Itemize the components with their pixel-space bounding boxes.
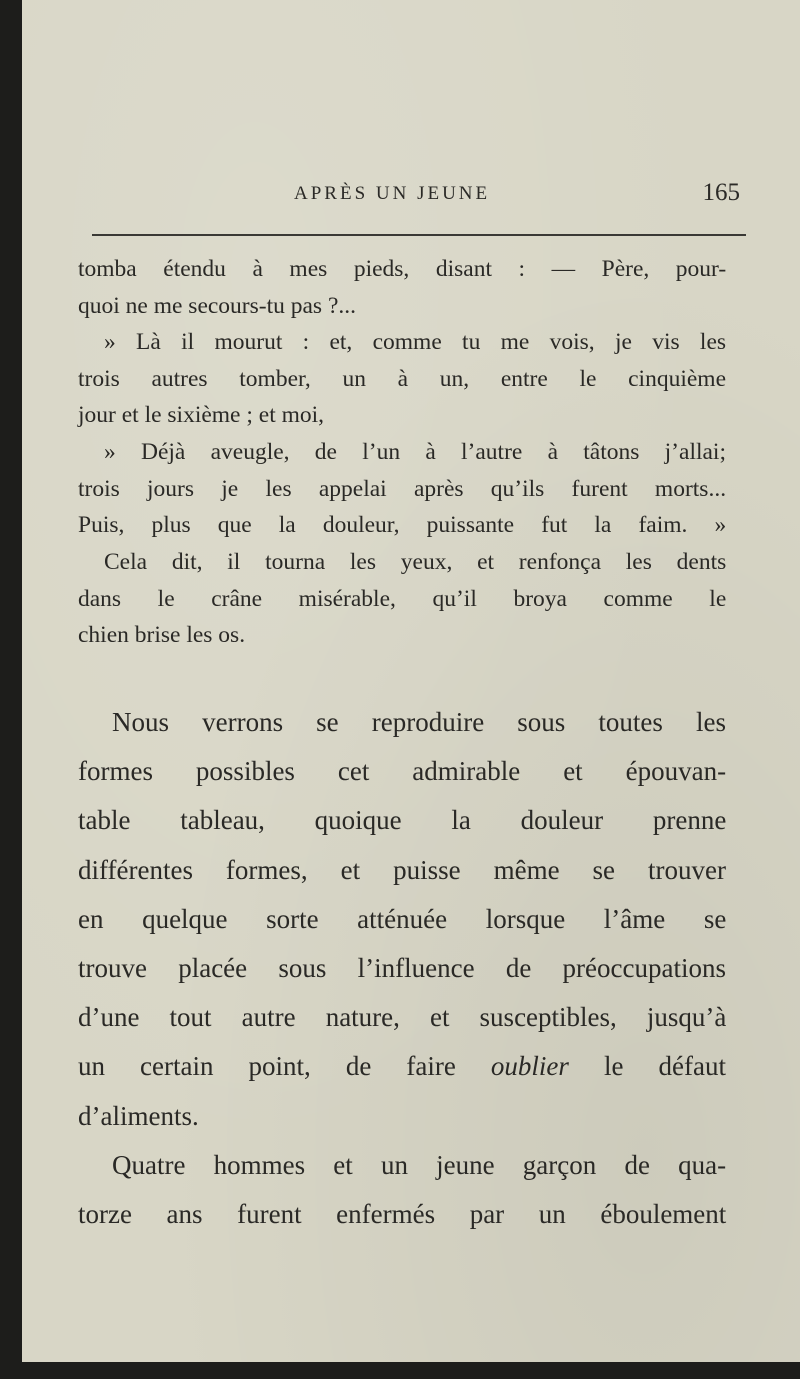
text-line: trouve placée sous l’influence de préoccupations	[78, 953, 726, 984]
quote-paragraph-1	[78, 251, 726, 324]
text-line: d’aliments.	[78, 1100, 199, 1131]
body-paragraph-1	[78, 698, 726, 1141]
text-line: Nous verrons se reproduire sous toutes les	[112, 707, 726, 737]
quote-paragraph-3	[78, 434, 726, 544]
italic-word: oublier	[490, 1051, 569, 1082]
page-header	[294, 179, 740, 213]
text-line: trois autres tomber, un à un, entre le cinquième	[78, 365, 726, 392]
text-line: » Là il mourut : et, comme tu me vois, je vis les	[104, 329, 727, 355]
text-line: formes possibles cet admirable et épouvan-	[78, 756, 727, 787]
text-line: en quelque sorte atténuée lorsque l’âme se	[78, 903, 727, 934]
text-line: différentes formes, et puisse même se trouver	[78, 854, 726, 885]
text-line: dans le crâne misérable, qu’il broya comme le	[78, 585, 727, 612]
text-line: table tableau, quoique la douleur prenne	[78, 805, 727, 836]
text-line: Puis, plus que la douleur, puissante fut la faim. »	[78, 512, 727, 539]
text-line: tomba étendu à mes pieds, disant : — Père, pour-	[78, 256, 727, 282]
header-rule	[92, 234, 746, 236]
page-number: 165	[702, 179, 740, 206]
text-line: Quatre hommes et un jeune garçon de qua-	[112, 1150, 727, 1180]
text-line: torze ans furent enfermés par un éboulement	[78, 1199, 727, 1230]
text-line	[78, 1042, 726, 1091]
text-line: trois jours je les appelai après qu’ils furent morts...	[78, 475, 727, 502]
text-line: » Déjà aveugle, de l’un à l’autre à tâtons j’allai;	[104, 439, 726, 465]
text-line: Cela dit, il tourna les yeux, et renfonça les dents	[104, 549, 727, 575]
book-page	[22, 0, 800, 1362]
running-head: APRÈS UN JEUNE	[294, 183, 491, 204]
text-line: quoi ne me secours-tu pas ?...	[78, 292, 357, 319]
body-paragraph-2	[78, 1141, 726, 1239]
text-line: chien brise les os.	[78, 622, 246, 649]
text-line: jour et le sixième ; et moi,	[78, 402, 325, 429]
text-line: d’une tout autre nature, et susceptibles, jusqu’à	[78, 1002, 727, 1033]
quote-paragraph-2	[78, 324, 726, 434]
quote-paragraph-4	[78, 544, 726, 654]
text-segment: le défaut	[568, 1051, 726, 1082]
text-segment: un certain point, de faire	[78, 1051, 491, 1082]
